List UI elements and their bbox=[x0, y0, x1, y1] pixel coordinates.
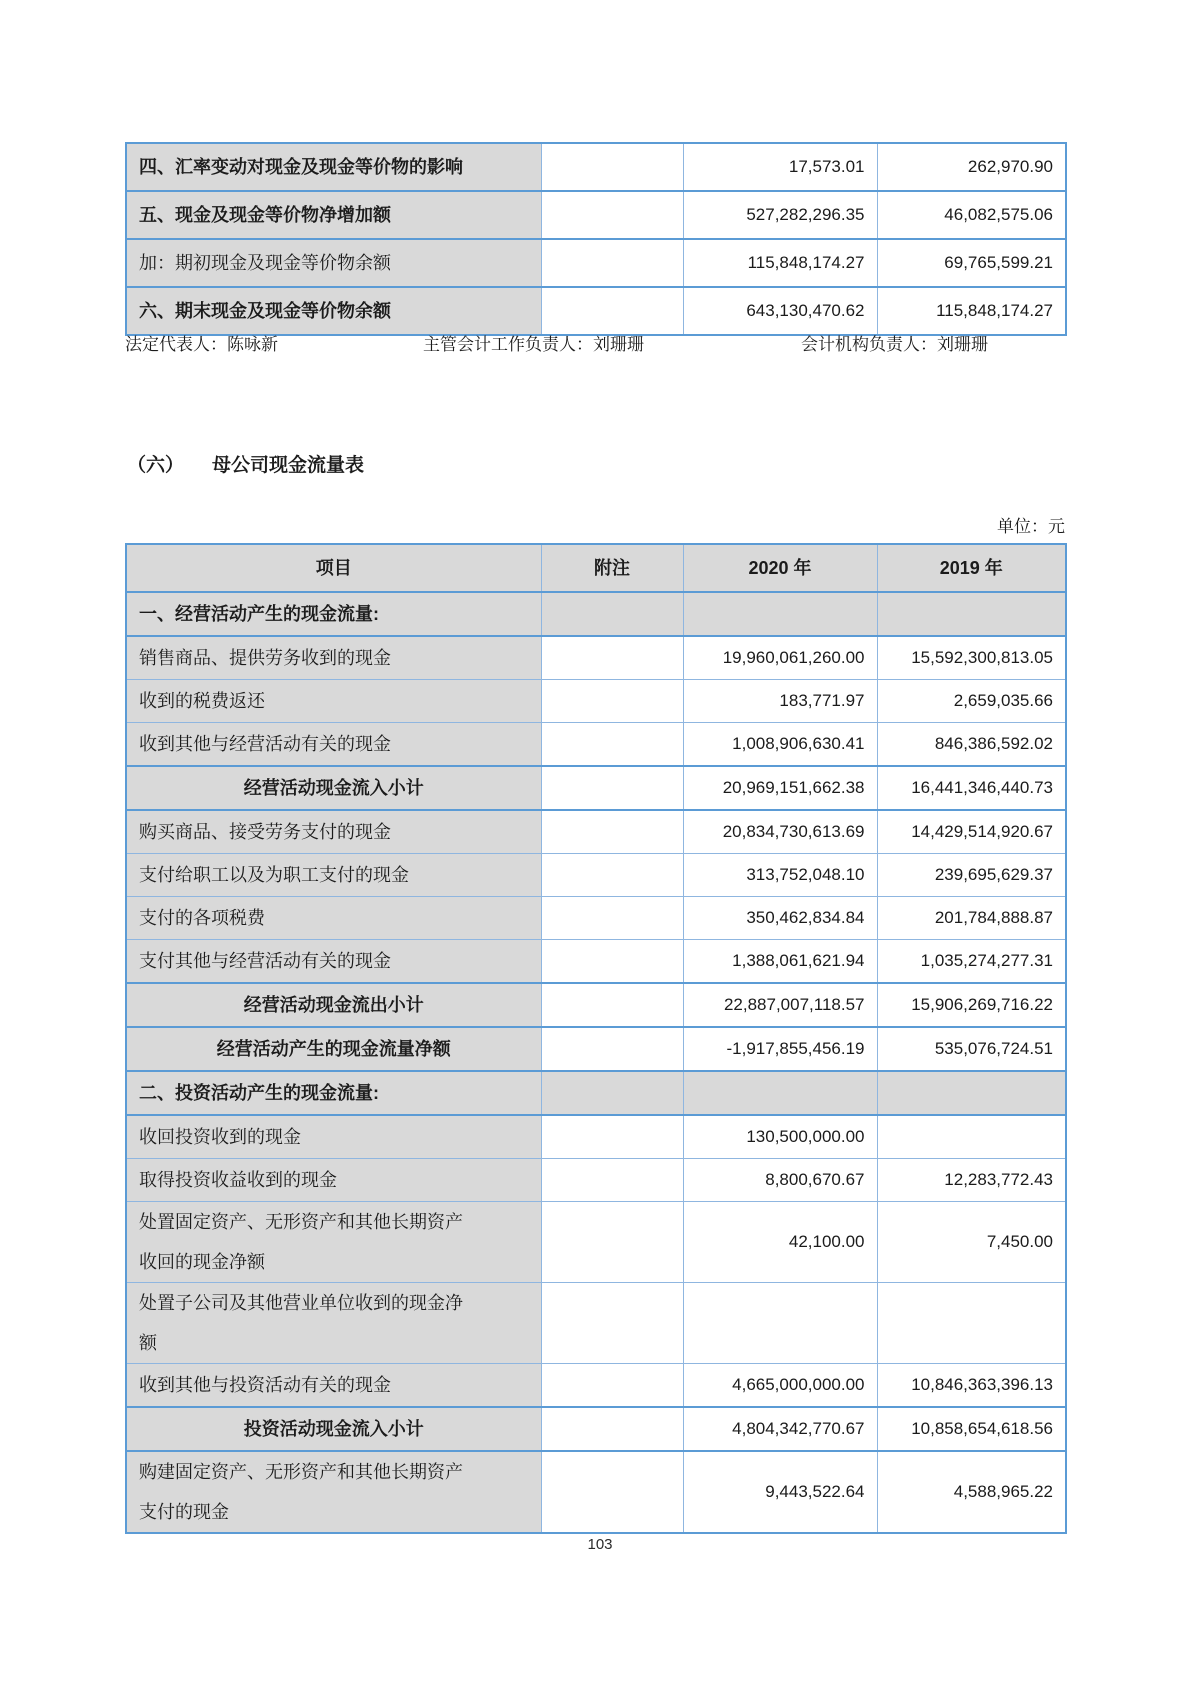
row-value-2019-cell: 46,082,575.06 bbox=[877, 191, 1066, 239]
table-row bbox=[126, 854, 1066, 897]
table-row bbox=[126, 897, 1066, 940]
row-value-2020-cell bbox=[683, 1071, 877, 1115]
section-heading-index: （六） bbox=[127, 455, 185, 476]
col-header-item: 项目 bbox=[126, 544, 541, 592]
row-label-cell: 一、经营活动产生的现金流量: bbox=[126, 592, 541, 636]
row-value-2020-cell bbox=[683, 1283, 877, 1364]
table-row bbox=[126, 592, 1066, 636]
row-value-2020-cell: 183,771.97 bbox=[683, 680, 877, 723]
col-header-note: 附注 bbox=[541, 544, 683, 592]
row-value-2019-cell: 10,858,654,618.56 bbox=[877, 1407, 1066, 1451]
unit-label: 单位：元 bbox=[997, 517, 1065, 536]
row-label-cell: 购买商品、接受劳务支付的现金 bbox=[126, 810, 541, 854]
row-value-2019-cell: 115,848,174.27 bbox=[877, 287, 1066, 335]
row-value-2020-cell: -1,917,855,456.19 bbox=[683, 1027, 877, 1071]
row-note-cell bbox=[541, 1202, 683, 1283]
chief-accounting-officer: 主管会计工作负责人：刘珊珊 bbox=[423, 335, 644, 354]
row-note-cell bbox=[541, 810, 683, 854]
table-row bbox=[126, 287, 1066, 335]
table-row bbox=[126, 680, 1066, 723]
row-value-2020-cell: 115,848,174.27 bbox=[683, 239, 877, 287]
table-row bbox=[126, 1115, 1066, 1159]
row-note-cell bbox=[541, 1451, 683, 1533]
row-note-cell bbox=[541, 592, 683, 636]
row-note-cell bbox=[541, 636, 683, 680]
row-value-2020-cell: 313,752,048.10 bbox=[683, 854, 877, 897]
table-row bbox=[126, 1407, 1066, 1451]
row-label-cell: 经营活动产生的现金流量净额 bbox=[126, 1027, 541, 1071]
row-label-cell: 投资活动现金流入小计 bbox=[126, 1407, 541, 1451]
row-value-2019-cell: 15,906,269,716.22 bbox=[877, 983, 1066, 1027]
row-label-cell: 经营活动现金流出小计 bbox=[126, 983, 541, 1027]
row-label-cell: 收到的税费返还 bbox=[126, 680, 541, 723]
row-value-2020-cell: 4,665,000,000.00 bbox=[683, 1364, 877, 1408]
legal-representative: 法定代表人：陈咏新 bbox=[125, 335, 278, 354]
signature-line bbox=[125, 330, 1085, 354]
row-note-cell bbox=[541, 1407, 683, 1451]
row-value-2019-cell bbox=[877, 1115, 1066, 1159]
row-value-2019-cell: 4,588,965.22 bbox=[877, 1451, 1066, 1533]
row-value-2020-cell: 20,834,730,613.69 bbox=[683, 810, 877, 854]
table-row bbox=[126, 1071, 1066, 1115]
page-number: 103 bbox=[587, 1536, 613, 1553]
row-value-2019-cell: 7,450.00 bbox=[877, 1202, 1066, 1283]
table-row bbox=[126, 983, 1066, 1027]
row-label-cell: 处置子公司及其他营业单位收到的现金净额 bbox=[126, 1283, 541, 1364]
row-value-2019-cell: 10,846,363,396.13 bbox=[877, 1364, 1066, 1408]
row-value-2020-cell: 8,800,670.67 bbox=[683, 1159, 877, 1202]
row-value-2019-cell: 1,035,274,277.31 bbox=[877, 940, 1066, 984]
row-note-cell bbox=[541, 191, 683, 239]
row-note-cell bbox=[541, 983, 683, 1027]
row-note-cell bbox=[541, 1364, 683, 1408]
row-note-cell bbox=[541, 287, 683, 335]
cash-equivalents-summary-table bbox=[125, 142, 1067, 336]
row-label-cell: 加：期初现金及现金等价物余额 bbox=[126, 239, 541, 287]
table-row bbox=[126, 766, 1066, 810]
row-label-cell: 购建固定资产、无形资产和其他长期资产支付的现金 bbox=[126, 1451, 541, 1533]
row-note-cell bbox=[541, 766, 683, 810]
row-value-2019-cell: 846,386,592.02 bbox=[877, 723, 1066, 767]
row-label-cell: 支付的各项税费 bbox=[126, 897, 541, 940]
table-row bbox=[126, 940, 1066, 984]
row-label-cell: 销售商品、提供劳务收到的现金 bbox=[126, 636, 541, 680]
row-value-2020-cell: 9,443,522.64 bbox=[683, 1451, 877, 1533]
table-row bbox=[126, 1364, 1066, 1408]
table-row bbox=[126, 636, 1066, 680]
row-value-2020-cell bbox=[683, 592, 877, 636]
col-header-2019: 2019 年 bbox=[877, 544, 1066, 592]
row-note-cell bbox=[541, 239, 683, 287]
row-value-2019-cell: 12,283,772.43 bbox=[877, 1159, 1066, 1202]
row-note-cell bbox=[541, 1115, 683, 1159]
row-value-2019-cell: 535,076,724.51 bbox=[877, 1027, 1066, 1071]
table-row bbox=[126, 810, 1066, 854]
row-note-cell bbox=[541, 1283, 683, 1364]
row-value-2020-cell: 17,573.01 bbox=[683, 143, 877, 191]
row-value-2019-cell: 15,592,300,813.05 bbox=[877, 636, 1066, 680]
row-value-2020-cell: 19,960,061,260.00 bbox=[683, 636, 877, 680]
row-note-cell bbox=[541, 1159, 683, 1202]
row-note-cell bbox=[541, 680, 683, 723]
row-value-2019-cell: 262,970.90 bbox=[877, 143, 1066, 191]
parent-company-cash-flow-table bbox=[125, 543, 1067, 1534]
row-value-2020-cell: 4,804,342,770.67 bbox=[683, 1407, 877, 1451]
row-value-2020-cell: 42,100.00 bbox=[683, 1202, 877, 1283]
row-value-2020-cell: 1,008,906,630.41 bbox=[683, 723, 877, 767]
row-label-cell: 六、期末现金及现金等价物余额 bbox=[126, 287, 541, 335]
row-value-2020-cell: 20,969,151,662.38 bbox=[683, 766, 877, 810]
row-note-cell bbox=[541, 1071, 683, 1115]
row-value-2020-cell: 350,462,834.84 bbox=[683, 897, 877, 940]
row-value-2019-cell: 2,659,035.66 bbox=[877, 680, 1066, 723]
row-label-cell: 四、汇率变动对现金及现金等价物的影响 bbox=[126, 143, 541, 191]
row-label-cell: 五、现金及现金等价物净增加额 bbox=[126, 191, 541, 239]
row-value-2019-cell: 239,695,629.37 bbox=[877, 854, 1066, 897]
row-label-cell: 取得投资收益收到的现金 bbox=[126, 1159, 541, 1202]
row-value-2020-cell: 527,282,296.35 bbox=[683, 191, 877, 239]
row-value-2019-cell bbox=[877, 1071, 1066, 1115]
accounting-dept-head: 会计机构负责人：刘珊珊 bbox=[801, 335, 988, 354]
row-value-2019-cell: 16,441,346,440.73 bbox=[877, 766, 1066, 810]
row-value-2020-cell: 643,130,470.62 bbox=[683, 287, 877, 335]
row-value-2019-cell bbox=[877, 1283, 1066, 1364]
row-value-2019-cell: 69,765,599.21 bbox=[877, 239, 1066, 287]
col-header-2020: 2020 年 bbox=[683, 544, 877, 592]
section-heading bbox=[127, 450, 364, 477]
row-label-cell: 二、投资活动产生的现金流量: bbox=[126, 1071, 541, 1115]
row-value-2019-cell bbox=[877, 592, 1066, 636]
table-row bbox=[126, 1202, 1066, 1283]
row-label-cell: 经营活动现金流入小计 bbox=[126, 766, 541, 810]
row-value-2020-cell: 130,500,000.00 bbox=[683, 1115, 877, 1159]
row-note-cell bbox=[541, 854, 683, 897]
row-label-cell: 支付其他与经营活动有关的现金 bbox=[126, 940, 541, 984]
row-value-2020-cell: 1,388,061,621.94 bbox=[683, 940, 877, 984]
table-row bbox=[126, 191, 1066, 239]
row-label-cell: 处置固定资产、无形资产和其他长期资产收回的现金净额 bbox=[126, 1202, 541, 1283]
table-row bbox=[126, 1027, 1066, 1071]
row-value-2020-cell: 22,887,007,118.57 bbox=[683, 983, 877, 1027]
row-label-cell: 收到其他与经营活动有关的现金 bbox=[126, 723, 541, 767]
table-header-row bbox=[126, 544, 1066, 592]
row-value-2019-cell: 201,784,888.87 bbox=[877, 897, 1066, 940]
table-row bbox=[126, 1451, 1066, 1533]
row-note-cell bbox=[541, 940, 683, 984]
section-heading-title: 母公司现金流量表 bbox=[212, 455, 365, 476]
row-label-cell: 支付给职工以及为职工支付的现金 bbox=[126, 854, 541, 897]
row-label-cell: 收到其他与投资活动有关的现金 bbox=[126, 1364, 541, 1408]
row-label-cell: 收回投资收到的现金 bbox=[126, 1115, 541, 1159]
table-row bbox=[126, 1159, 1066, 1202]
table-row bbox=[126, 1283, 1066, 1364]
row-note-cell bbox=[541, 1027, 683, 1071]
row-value-2019-cell: 14,429,514,920.67 bbox=[877, 810, 1066, 854]
row-note-cell bbox=[541, 897, 683, 940]
table-row bbox=[126, 239, 1066, 287]
table-row bbox=[126, 143, 1066, 191]
row-note-cell bbox=[541, 723, 683, 767]
table-row bbox=[126, 723, 1066, 767]
row-note-cell bbox=[541, 143, 683, 191]
